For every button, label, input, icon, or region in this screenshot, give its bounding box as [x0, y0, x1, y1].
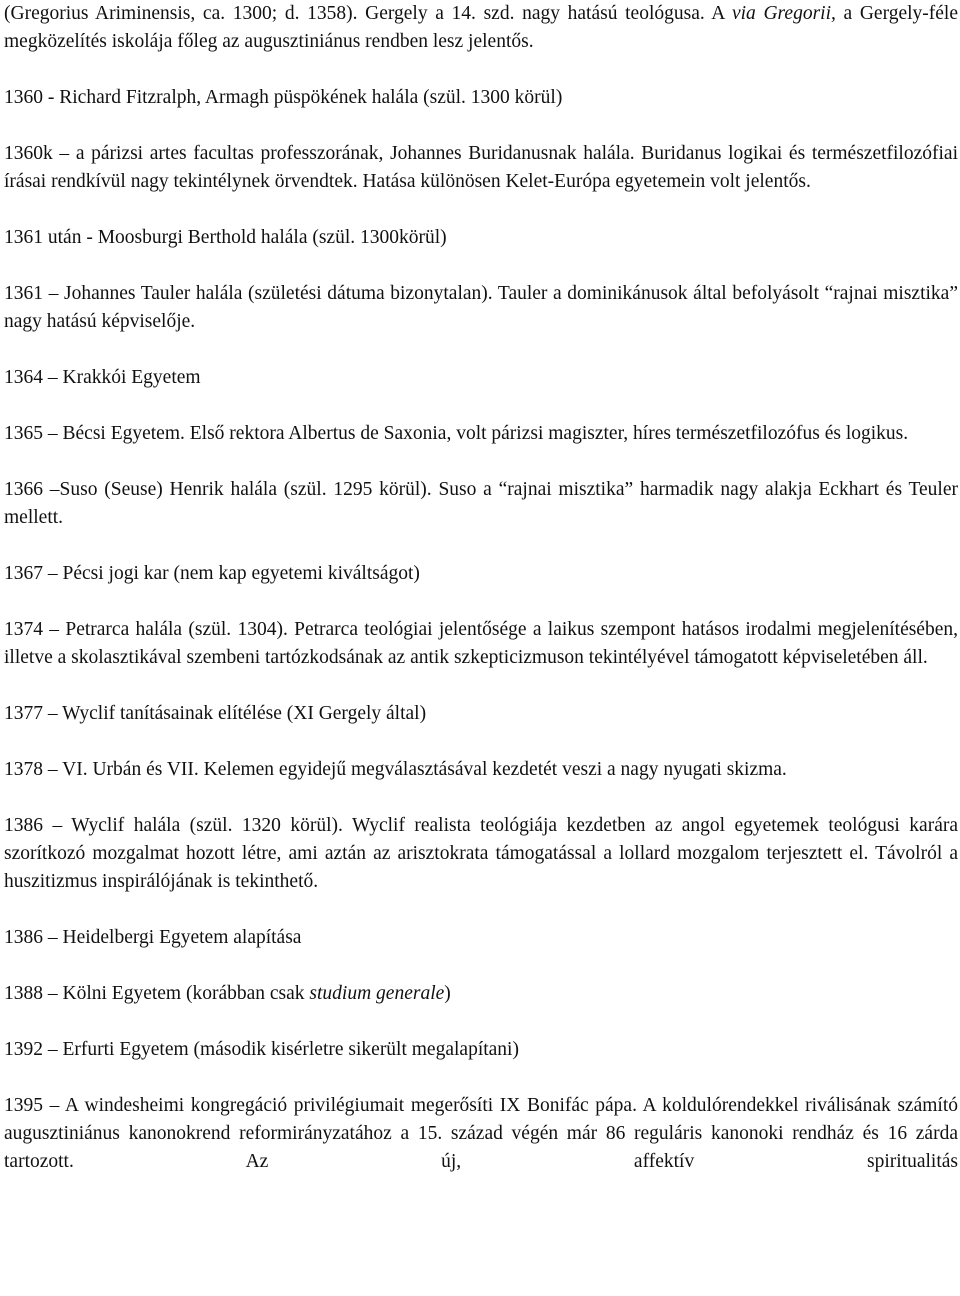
text-run: 1386 – Heidelbergi Egyetem alapítása — [4, 927, 302, 948]
paragraph — [4, 812, 958, 896]
text-run: 1364 – Krakkói Egyetem — [4, 367, 201, 388]
paragraph-gap — [4, 588, 958, 616]
text-run: 1386 – Wyclif halála (szül. 1320 körül). Wyclif realista teológiája kezdetben az angol egyetemek teológusi karára szorítkozó mozgalmat hozott létre, ami aztán az arisztokrata támogatással a lollard mozgalom terjesztett el. Távolról a huszitizmus inspirálójának is tekinthető. — [4, 815, 958, 892]
text-run: 1366 –Suso (Seuse) Henrik halála (szül. 1295 körül). Suso a “rajnai misztika” harmadik nagy alakja Eckhart és Teuler mellett. — [4, 479, 958, 528]
paragraph — [4, 364, 958, 392]
paragraph-gap — [4, 196, 958, 224]
paragraph — [4, 980, 958, 1008]
text-run: 1374 – Petrarca halála (szül. 1304). Petrarca teológiai jelentősége a laikus szempont hatásos irodalmi megjelenítésében, illetve a skolasztikával szembeni tartózkodsának az antik szkepticizmuson tekintélyével támogatott képviseletében áll. — [4, 619, 958, 668]
paragraph — [4, 616, 958, 672]
paragraph-gap — [4, 784, 958, 812]
paragraph-gap — [4, 336, 958, 364]
paragraph-gap — [4, 392, 958, 420]
paragraph-gap — [4, 1008, 958, 1036]
paragraph — [4, 84, 958, 112]
text-run: ) — [444, 983, 451, 1004]
paragraph — [4, 476, 958, 532]
paragraph — [4, 560, 958, 588]
paragraph-gap — [4, 1064, 958, 1092]
italic-text: via Gregorii, — [731, 3, 836, 24]
paragraph — [4, 280, 958, 336]
text-run: 1377 – Wyclif tanításainak elítélése (XI Gergely által) — [4, 703, 427, 724]
text-run: (Gregorius Ariminensis, ca. 1300; d. 1358). Gergely a 14. szd. nagy hatású teológusa. A — [4, 3, 732, 24]
paragraph-gap — [4, 532, 958, 560]
paragraph-gap — [4, 448, 958, 476]
paragraph — [4, 420, 958, 448]
paragraph — [4, 1036, 958, 1064]
text-run: a Gergely-féle megközelítés iskolája főleg az augusztiniánus rendben lesz jelentős. — [4, 3, 959, 52]
paragraph-gap — [4, 252, 958, 280]
text-run: 1395 – A windesheimi kongregáció privilégiumait megerősíti IX Bonifác pápa. A koldulórendekkel riválisának számító augusztiniánus kanonokrend reformirányzatához a 15. század végén már 86 reguláris kanonoki rendház és 16 zárda tartozott. Az új, affektív spiritualitás — [4, 1095, 958, 1172]
text-run: 1367 – Pécsi jogi kar (nem kap egyetemi kiváltságot) — [4, 563, 420, 584]
paragraph-gap — [4, 112, 958, 140]
paragraph — [4, 756, 958, 784]
text-run: 1365 – Bécsi Egyetem. Első rektora Albertus de Saxonia, volt párizsi magiszter, híres természetfilozófus és logikus. — [4, 423, 909, 444]
paragraph — [4, 700, 958, 728]
paragraph — [4, 140, 958, 196]
paragraph-gap — [4, 672, 958, 700]
paragraph — [4, 224, 958, 252]
text-run: 1378 – VI. Urbán és VII. Kelemen egyidejű megválasztásával kezdetét veszi a nagy nyugati skizma. — [4, 759, 787, 780]
text-run: 1392 – Erfurti Egyetem (második kisérletre sikerült megalapítani) — [4, 1039, 519, 1060]
paragraph-gap — [4, 56, 958, 84]
text-run: 1388 – Kölni Egyetem (korábban csak — [4, 983, 310, 1004]
text-run: 1361 – Johannes Tauler halála (születési dátuma bizonytalan). Tauler a dominikánusok által befolyásolt “rajnai misztika” nagy hatású képviselője. — [4, 283, 958, 332]
document-page — [4, 0, 958, 1176]
paragraph-gap — [4, 896, 958, 924]
text-run: 1360 - Richard Fitzralph, Armagh püspökének halála (szül. 1300 körül) — [4, 87, 563, 108]
paragraph-gap — [4, 728, 958, 756]
paragraph — [4, 0, 958, 56]
text-run: 1361 után - Moosburgi Berthold halála (szül. 1300körül) — [4, 227, 447, 248]
paragraph — [4, 924, 958, 952]
paragraph — [4, 1092, 958, 1176]
text-run: 1360k – a párizsi artes facultas professzorának, Johannes Buridanusnak halála. Buridanus logikai és természetfilozófiai írásai rendkívül nagy tekintélynek örvendtek. Hatása különösen Kelet-Európa egyetemein volt jelentős. — [4, 143, 958, 192]
italic-text: studium generale — [309, 983, 445, 1004]
paragraph-gap — [4, 952, 958, 980]
